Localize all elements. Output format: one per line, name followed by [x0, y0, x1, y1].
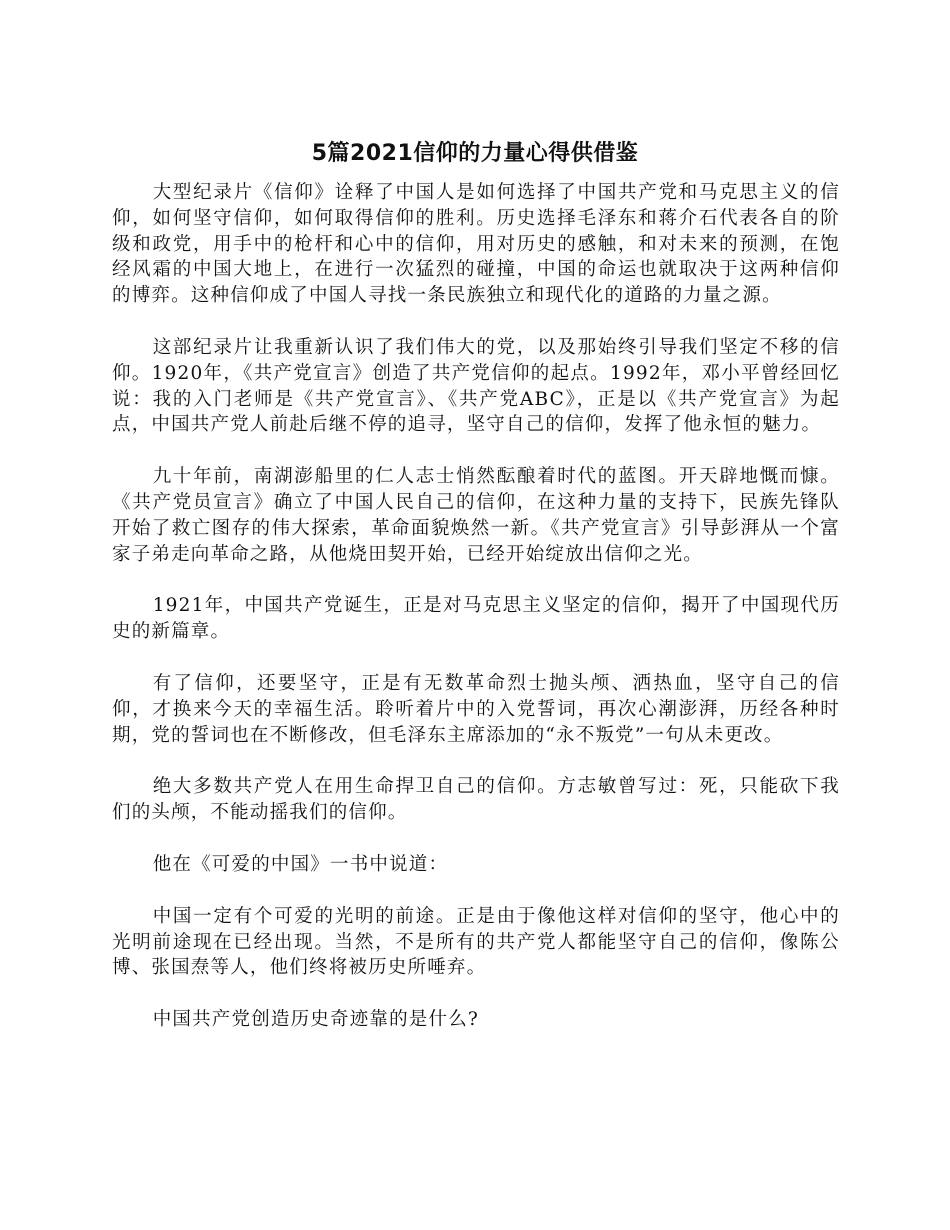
paragraph-5: 有了信仰，还要坚守，正是有无数革命烈士抛头颅、洒热血，坚守自己的信仰，才换来今天的幸福生活。聆听着片中的入党誓词，再次心潮澎湃，历经各种时期，党的誓词也在不断修改，但毛泽东主席添加的“永不叛党”一句从未更改。 — [112, 672, 840, 746]
paragraph-9: 中国共产党创造历史奇迹靠的是什么? — [152, 1009, 480, 1031]
paragraph-7: 他在《可爱的中国》一书中说道： — [152, 853, 449, 875]
paragraph-8: 中国一定有个可爱的光明的前途。正是由于像他这样对信仰的坚守，他心中的光明前途现在已经出现。当然，不是所有的共产党人都能坚守自己的信仰，像陈公博、张国焘等人，他们终将被历史所唾弃。 — [112, 905, 840, 979]
paragraph-3: 九十年前，南湖澎船里的仁人志士悄然酝酿着时代的蓝图。开天辟地慨而慷。《共产党员宣言》确立了中国人民自己的信仰，在这种力量的支持下，民族先锋队开始了救亡图存的伟大探索，革命面貌焕然一新。《共产党宣言》引导彭湃从一个富家子弟走向革命之路，从他烧田契开始，已经开始绽放出信仰之光。 — [112, 466, 840, 565]
paragraph-1: 大型纪录片《信仰》诠释了中国人是如何选择了中国共产党和马克思主义的信仰，如何坚守信仰，如何取得信仰的胜利。历史选择毛泽东和蒋介石代表各自的阶级和政党，用手中的枪杆和心中的信仰，用对历史的感触，和对未来的预测，在饱经风霜的中国大地上，在进行一次猛烈的碰撞，中国的命运也就取决于这两种信仰的博弈。这种信仰成了中国人寻找一条民族独立和现代化的道路的力量之源。 — [112, 182, 840, 307]
paragraph-4: 1921年，中国共产党诞生，正是对马克思主义坚定的信仰，揭开了中国现代历史的新篇章。 — [112, 595, 840, 643]
paragraph-2: 这部纪录片让我重新认识了我们伟大的党，以及那始终引导我们坚定不移的信仰。1920年，《共产党宣言》创造了共产党信仰的起点。1992年，邓小平曾经回忆说：我的入门老师是《共产党宣言》、《共产党ABC》，正是以《共产党宣言》为起点，中国共产党人前赴后继不停的追寻，坚守自己的信仰，发挥了他永恒的魅力。 — [112, 336, 840, 436]
paragraph-6: 绝大多数共产党人在用生命捍卫自己的信仰。方志敏曾写过：死，只能砍下我们的头颅，不能动摇我们的信仰。 — [112, 776, 840, 824]
document-title: 5篇2021信仰的力量心得供借鉴 — [311, 141, 639, 166]
document-body — [112, 180, 840, 1059]
